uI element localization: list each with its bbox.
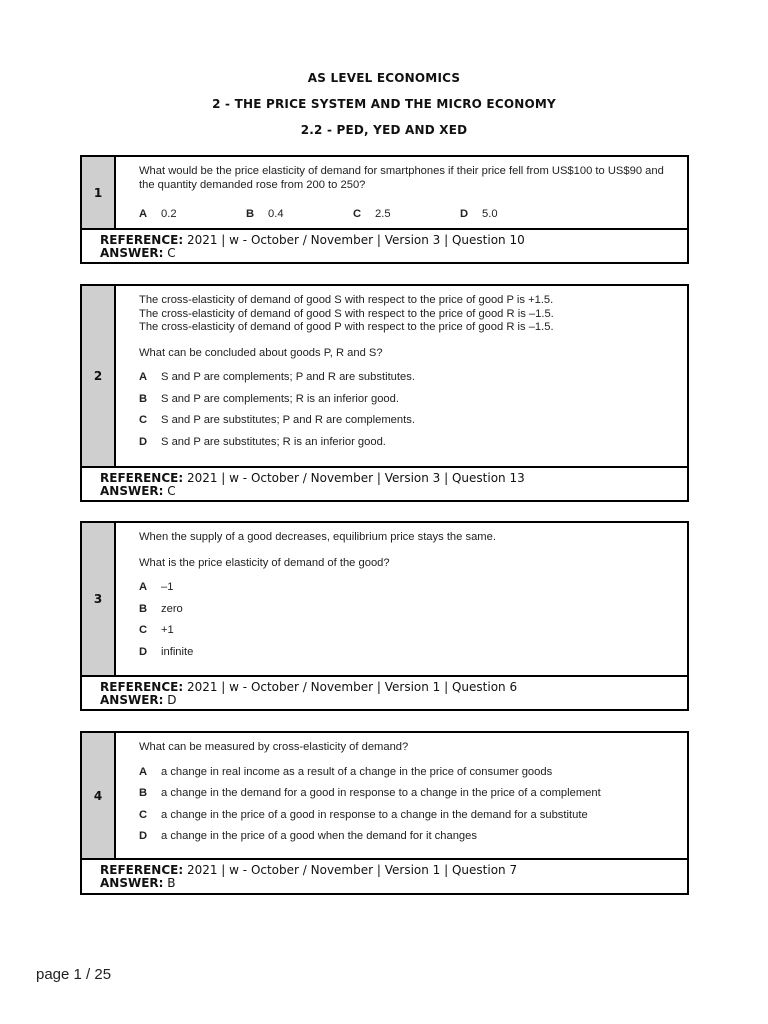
option-text: –1 [161,581,174,593]
reference-label: REFERENCE: [100,863,184,877]
reference-block [82,677,687,710]
question-card-2 [80,284,689,502]
answer-label: ANSWER: [100,876,164,890]
section-title: 2.2 - PED, YED AND XED [300,123,468,137]
option-letter: D [460,208,469,220]
option-letter: C [139,808,148,821]
option-d [139,830,677,844]
option-a [139,371,677,385]
reference-block [82,230,687,263]
course-title: AS LEVEL ECONOMICS [307,71,461,85]
option-letter: A [139,581,148,593]
option-letter: C [353,208,362,220]
question-number: 4 [82,733,116,858]
question-body [116,157,687,228]
option-text: 5.0 [482,208,498,220]
option-b [139,787,677,801]
option-c [353,208,460,220]
reference-label: REFERENCE: [100,680,184,694]
option-letter: D [139,830,148,842]
question-number: 1 [82,157,116,228]
question-body [116,523,687,675]
answer-value: C [167,246,176,260]
reference-block [82,860,687,893]
option-letter: B [139,787,148,799]
option-letter: B [139,392,148,405]
question-number: 2 [82,286,116,466]
option-list [139,208,677,220]
question-stem-line: The cross-elasticity of demand of good S with respect to the price of good R is –1.5. [139,307,554,320]
question-stem: What can be measured by cross-elasticity of demand? [139,741,409,753]
option-b [139,603,677,617]
option-text: a change in the price of a good when the demand for it changes [161,830,477,842]
option-b [246,208,353,220]
reference-text: 2021 | w - October / November | Version 3 | Question 10 [186,233,525,247]
option-letter: A [139,208,148,220]
answer-label: ANSWER: [100,246,164,260]
document-header [0,70,768,148]
answer-label: ANSWER: [100,693,164,707]
option-a [139,766,677,780]
option-a [139,208,246,220]
question-body [116,733,687,858]
option-letter: C [139,414,148,426]
option-text: S and P are complements; P and R are substitutes. [161,371,415,383]
option-text: S and P are complements; R is an inferior good. [161,392,399,405]
question-stem-line: The cross-elasticity of demand of good S with respect to the price of good P is +1.5. [139,294,554,306]
question-prompt: What can be concluded about goods P, R and S? [139,346,383,359]
reference-block [82,468,687,501]
option-letter: D [139,645,148,658]
option-letter: D [139,435,148,448]
option-d [139,646,677,660]
option-d [139,436,677,450]
reference-label: REFERENCE: [100,233,184,247]
question-number: 3 [82,523,116,675]
option-text: +1 [161,624,174,636]
option-letter: A [139,371,148,383]
option-letter: A [139,765,148,778]
question-card-4 [80,731,689,895]
question-body [116,286,687,466]
option-text: zero [161,602,183,615]
option-a [139,581,677,595]
page-indicator: page 1 / 25 [36,966,112,983]
reference-text: 2021 | w - October / November | Version 1 | Question 6 [186,680,518,694]
option-letter: C [139,624,148,636]
option-c [139,414,677,428]
question-stem: When the supply of a good decreases, equilibrium price stays the same. [139,531,496,543]
option-text: S and P are substitutes; P and R are complements. [161,414,415,426]
option-letter: B [139,602,148,615]
question-stem-line: The cross-elasticity of demand of good P with respect to the price of good R is –1.5. [139,321,554,333]
answer-value: C [167,484,176,498]
option-letter: B [246,208,255,220]
unit-title: 2 - THE PRICE SYSTEM AND THE MICRO ECONOMY [212,97,556,111]
question-stem: What would be the price elasticity of demand for smartphones if their price fell from US$100 to US$90 and the quantity demanded rose from 200 to 250? [139,165,664,191]
answer-value: D [167,693,177,707]
option-text: 0.2 [161,208,177,220]
answer-value: B [167,876,176,890]
option-text: 0.4 [268,208,284,220]
option-d [460,208,567,220]
reference-text: 2021 | w - October / November | Version 1 | Question 7 [186,863,518,877]
option-text: a change in real income as a result of a change in the price of consumer goods [161,765,553,778]
option-c [139,624,677,638]
option-text: S and P are substitutes; R is an inferior good. [161,435,386,448]
option-c [139,809,677,823]
question-prompt: What is the price elasticity of demand of the good? [139,556,390,569]
reference-label: REFERENCE: [100,471,184,485]
answer-label: ANSWER: [100,484,164,498]
option-text: infinite [161,645,194,658]
question-card-3 [80,521,689,711]
option-text: 2.5 [375,208,391,220]
option-b [139,393,677,407]
reference-text: 2021 | w - October / November | Version 3 | Question 13 [186,471,525,485]
question-card-1 [80,155,689,264]
option-text: a change in the demand for a good in response to a change in the price of a complement [161,787,601,799]
option-text: a change in the price of a good in response to a change in the demand for a substitute [161,808,588,821]
